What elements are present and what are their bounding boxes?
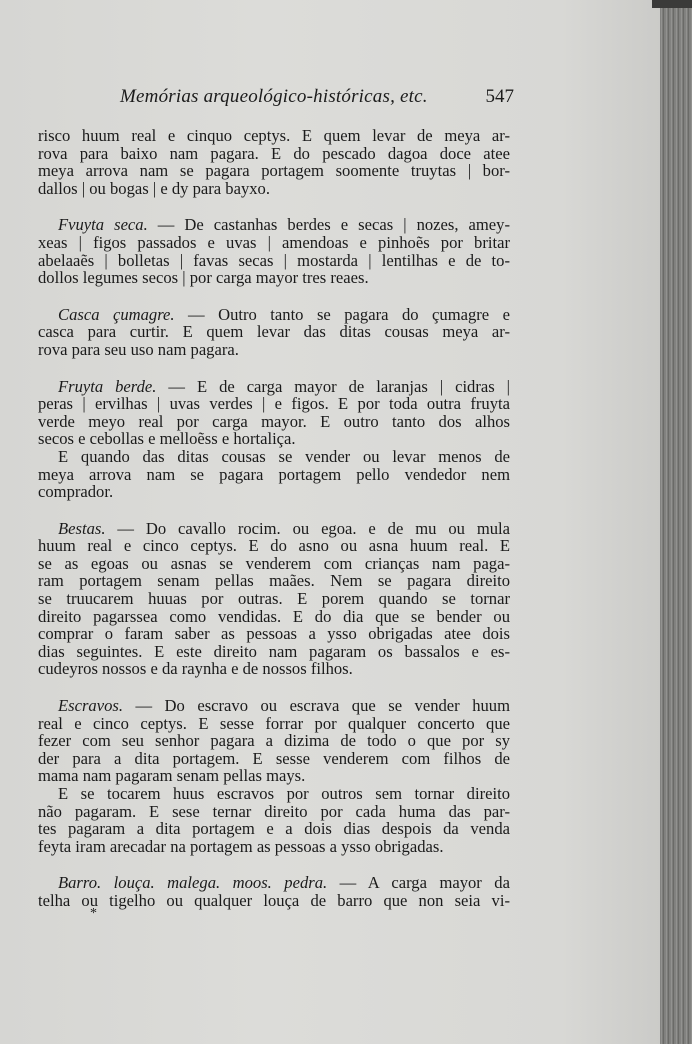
text-line: cudeyros nossos e da raynha e de nossos filhos. — [38, 659, 353, 679]
text-line: dollos legumes secos | por carga mayor tres reaes. — [38, 268, 369, 288]
page-header — [120, 86, 514, 112]
text-line: mama nam pagaram senam pellas mays. — [38, 766, 306, 786]
paragraph-gap — [38, 501, 510, 520]
text-line: se as egoas ou asnas se venderem com crianças nam paga- — [38, 553, 510, 573]
text-line: dallos | ou bogas | e dy para bayxo. — [38, 178, 270, 198]
paragraph-gap — [38, 287, 510, 306]
paragraph-gap — [38, 359, 510, 378]
text-line: rova para baixo nam pagara. E do pescado dagoa doce atee — [38, 143, 510, 163]
text-line: secos e cebollas e melloẽss e hortaliça. — [38, 429, 296, 449]
paragraph-gap — [38, 855, 510, 874]
paragraph — [38, 697, 510, 785]
section-heading: Fvuyta seca. — [58, 215, 148, 235]
text-line — [38, 697, 510, 715]
text-line: fezer com seu senhor pagara a dizima de todo o que por sy — [38, 731, 510, 751]
running-title: Memórias arqueológico-históricas, etc. — [120, 86, 428, 107]
paragraph — [38, 216, 510, 286]
text-line: casca para curtir. E quem levar das ditas cousas meya ar- — [38, 322, 510, 342]
section-heading: Casca çumagre. — [58, 304, 175, 324]
text-line — [38, 378, 510, 396]
text-line: huum real e cinco ceptys. E do asno ou asna huum real. E — [38, 536, 510, 556]
text-line: E quando das ditas cousas se vender ou levar menos de — [58, 446, 510, 466]
page-stack-edge — [660, 0, 692, 1044]
text-line: rova para seu uso nam pagara. — [38, 339, 239, 359]
heading-continuation: — De castanhas berdes e secas | nozes, amey- — [147, 215, 510, 235]
page-stack-shadow — [652, 0, 692, 8]
paragraph — [38, 378, 510, 448]
text-line — [38, 874, 510, 892]
text-line: ram portagem senam pellas maães. Nem se pagara direito — [38, 571, 510, 591]
heading-continuation: — E de carga mayor de laranjas | cidras | — [156, 376, 510, 396]
text-line: der para a dita portagem. E sesse venderem com filhos de — [38, 748, 510, 768]
heading-continuation: — Outro tanto se pagara do çumagre e — [174, 304, 510, 324]
paragraph-gap — [38, 678, 510, 697]
text-line: xeas | figos passados e uvas | amendoas e pinhoẽs por britar — [38, 232, 510, 252]
text-line: risco huum real e cinquo ceptys. E quem levar de meya ar- — [38, 126, 510, 145]
heading-continuation: — Do escravo ou escrava que se vender huum — [122, 696, 510, 716]
text-line: tes pagaram a dita portagem e a dois dias despois da venda — [38, 819, 510, 839]
text-line: meya arrova nam se pagara portagem pello vendedor nem — [38, 464, 510, 484]
section-heading: Barro. louça. malega. moos. pedra. — [58, 873, 328, 893]
text-line: direito pagarssea como vendidas. E do dia que se bender ou — [38, 606, 510, 626]
body-text — [38, 127, 510, 910]
text-line: peras | ervilhas | uvas verdes | e figos. E por toda outra fruyta — [38, 394, 510, 414]
text-line: verde meyo real por carga mayor. E outro tanto dos alhos — [38, 411, 510, 431]
text-line: se truucarem huuas por outras. E porem quando se tornar — [38, 589, 510, 609]
paragraph — [38, 127, 510, 197]
text-line: abelaaẽs | bolletas | favas secas | mostarda | lentilhas e de to- — [38, 250, 510, 270]
text-line: comprador. — [38, 482, 114, 502]
text-line: dias seguintes. E este direito nam pagaram os bassalos e es- — [38, 641, 510, 661]
section-heading: Fruyta berde. — [58, 376, 157, 396]
text-line: feyta iram arecadar na portagem as pessoas a ysso obrigadas. — [38, 836, 444, 856]
section-heading: Escravos. — [58, 696, 123, 716]
heading-continuation: — A carga mayor da — [327, 873, 510, 893]
text-line: meya arrova nam se pagara portagem soomente truytas | bor- — [38, 161, 510, 181]
text-line — [38, 216, 510, 234]
paragraph — [38, 785, 510, 855]
paragraph — [38, 448, 510, 501]
text-line: telha ou tigelho ou qualquer louça de barro que non seia vi- — [38, 890, 510, 910]
text-line — [38, 306, 510, 324]
text-line: não pagaram. E sese ternar direito por cada huma das par- — [38, 801, 510, 821]
page-number: 547 — [485, 86, 514, 107]
section-heading: Bestas. — [58, 518, 106, 538]
text-line: comprar o faram saber as pessoas a ysso obrigadas atee dois — [38, 624, 510, 644]
text-line: real e cinco ceptys. E sesse forrar por qualquer concerto que — [38, 713, 510, 733]
footnote-mark: * — [90, 906, 97, 921]
text-line — [38, 520, 510, 538]
paragraph — [38, 874, 510, 909]
text-line: E se tocarem huus escravos por outros sem tornar direito — [58, 784, 510, 803]
paragraph-gap — [38, 197, 510, 216]
paragraph — [38, 306, 510, 359]
heading-continuation: — Do cavallo rocim. ou egoa. e de mu ou mula — [105, 518, 510, 538]
paragraph — [38, 520, 510, 678]
